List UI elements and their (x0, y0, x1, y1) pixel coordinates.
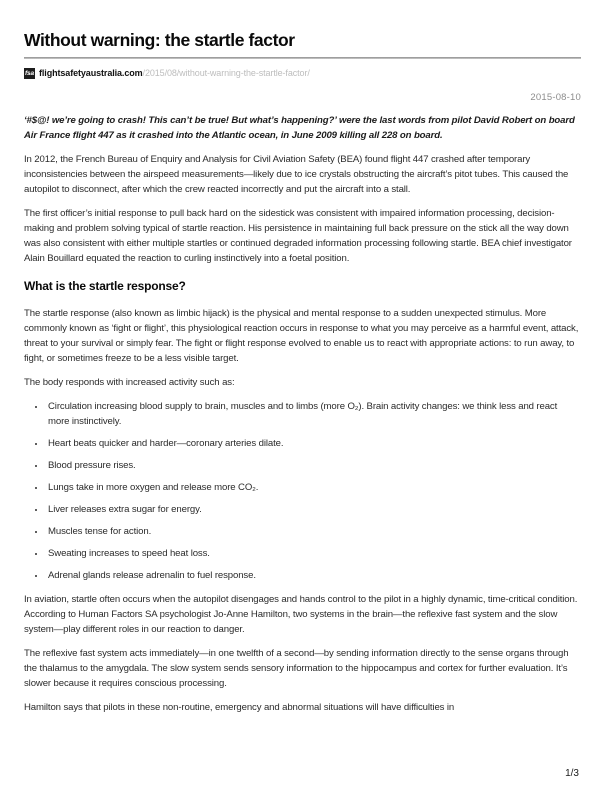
page-number: 1/3 (565, 768, 579, 779)
source-domain: flightsafetyaustralia.com (39, 68, 143, 78)
paragraph-startle-definition: The startle response (also known as limbic hijack) is the physical and mental response to a sudden unexpected stimulus. More commonly known as ‘fight or flight’, this physiological reaction occurs in response to what you may perceive as a harmful event, attack, threat to your survival or simply fear. The fight or flight response evolved to enable us to react with appropriate actions: to run away, to fight, or sometimes freeze to be a less visible target. (24, 308, 579, 364)
section-heading: What is the startle response? (24, 279, 186, 293)
list-item-heart: • Heart beats quicker and harder—coronary arteries dilate. (46, 436, 581, 451)
favicon-text: fsa (24, 69, 35, 77)
list-item-adrenal: • Adrenal glands release adrenalin to fuel response. (46, 568, 581, 583)
site-favicon-icon (24, 68, 35, 79)
list-item-muscles: • Muscles tense for action. (46, 524, 581, 539)
paragraph-aviation-startle: In aviation, startle often occurs when the autopilot disengages and hands control to the pilot in a highly dynamic, time-critical condition. According to Human Factors SA psychologist Jo-Anne Hamilton, two systems in the brain—the reflexive fast system and the slow system—play different roles in our reaction to danger. (24, 594, 578, 635)
source-url-path: /2015/08/without-warning-the-startle-factor/ (142, 68, 310, 78)
article-title: Without warning: the startle factor (24, 30, 295, 50)
title-divider (24, 57, 581, 59)
paragraph-list-intro: The body responds with increased activity such as: (24, 377, 235, 388)
body-response-list (24, 399, 581, 583)
paragraph-fast-slow-system: The reflexive fast system acts immediately—in one twelfth of a second—by sending information directly to the sense organs through the thalamus to the amygdala. The slow system sends sensory information to the hippocampus and cortex for further evaluation. It’s slower because it requires conscious processing. (24, 648, 569, 689)
paragraph-hamilton: Hamilton says that pilots in these non-routine, emergency and abnormal situations will have difficulties in (24, 702, 455, 713)
list-item-sweating: • Sweating increases to speed heat loss. (46, 546, 581, 561)
lead-paragraph: ‘#$@! we’re going to crash! This can’t be true! But what’s happening?’ were the last words from pilot David Robert on board Air France flight 447 as it crashed into the Atlantic ocean, in June 2009 killing all 228 on board. (24, 115, 575, 141)
list-item-liver: • Liver releases extra sugar for energy. (46, 502, 581, 517)
list-item-blood-pressure: • Blood pressure rises. (46, 458, 581, 473)
paragraph-bea-finding: In 2012, the French Bureau of Enquiry and Analysis for Civil Aviation Safety (BEA) found flight 447 crashed after temporary inconsistencies between the airspeed measurements—likely due to ice crystals obstructing the aircraft’s pitot tubes. This caused the autopilot to disconnect, after which the crew reacted incorrectly and put the aircraft into a stall. (24, 154, 569, 195)
list-item-circulation: • Circulation increasing blood supply to brain, muscles and to limbs (more O₂). Brain activity changes: we think less and react more instinctively. (46, 399, 581, 429)
publish-date: 2015-08-10 (530, 92, 581, 103)
list-item-lungs: • Lungs take in more oxygen and release more CO₂. (46, 480, 581, 495)
source-line (24, 67, 581, 79)
paragraph-first-officer: The first officer’s initial response to pull back hard on the sidestick was consistent with impaired information processing, decision-making and problem solving typical of startle reaction. His persistence in maintaining full back pressure on the stick all the way down was also consistent with either multiple startles or continued degraded information processing following startle. BEA chief investigator Alain Bouillard equated the reaction to curling instinctively into a foetal position. (24, 208, 572, 264)
